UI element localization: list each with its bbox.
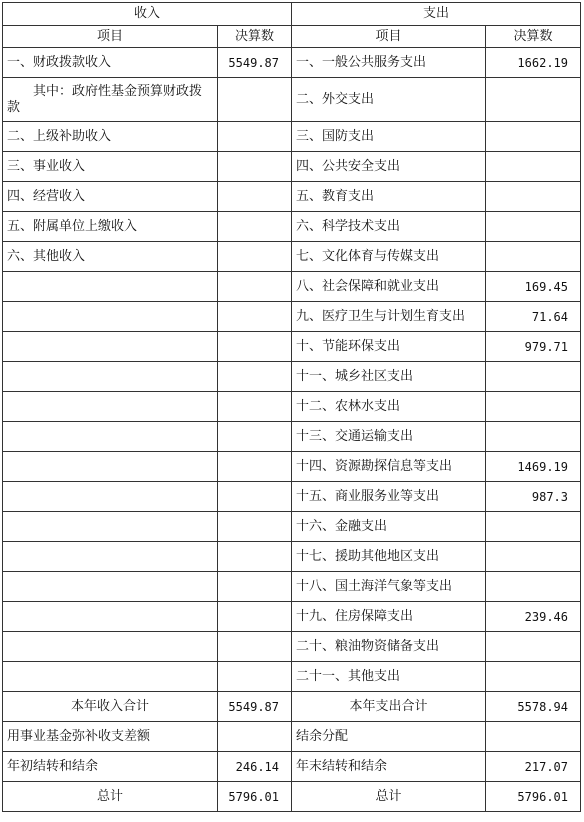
header-row-sections bbox=[3, 3, 581, 26]
cell-expense-value: 5578.94 bbox=[486, 692, 581, 722]
cell-income-value bbox=[218, 362, 292, 392]
table-row bbox=[3, 242, 581, 272]
cell-income-value bbox=[218, 572, 292, 602]
cell-expense-label: 十三、交通运输支出 bbox=[292, 422, 486, 452]
cell-expense-label: 十一、城乡社区支出 bbox=[292, 362, 486, 392]
cell-expense-label: 二十一、其他支出 bbox=[292, 662, 486, 692]
cell-expense-label: 十八、国土海洋气象等支出 bbox=[292, 572, 486, 602]
cell-income-value bbox=[218, 662, 292, 692]
cell-income-label: 六、其他收入 bbox=[3, 242, 218, 272]
cell-expense-value bbox=[486, 182, 581, 212]
cell-income-value bbox=[218, 212, 292, 242]
table-row bbox=[3, 452, 581, 482]
table-row bbox=[3, 152, 581, 182]
table-row bbox=[3, 422, 581, 452]
table-row bbox=[3, 752, 581, 782]
cell-expense-label: 十七、援助其他地区支出 bbox=[292, 542, 486, 572]
cell-expense-value bbox=[486, 78, 581, 122]
table-row bbox=[3, 782, 581, 812]
cell-income-value bbox=[218, 302, 292, 332]
cell-expense-value bbox=[486, 542, 581, 572]
cell-income-label: 本年收入合计 bbox=[3, 692, 218, 722]
cell-expense-label: 十九、住房保障支出 bbox=[292, 602, 486, 632]
cell-expense-label: 年末结转和结余 bbox=[292, 752, 486, 782]
cell-income-value bbox=[218, 452, 292, 482]
cell-income-label bbox=[3, 572, 218, 602]
cell-income-value bbox=[218, 182, 292, 212]
table-row bbox=[3, 632, 581, 662]
cell-income-label bbox=[3, 542, 218, 572]
cell-expense-label: 十四、资源勘探信息等支出 bbox=[292, 452, 486, 482]
table-row bbox=[3, 272, 581, 302]
cell-income-label: 用事业基金弥补收支差额 bbox=[3, 722, 218, 752]
cell-income-value bbox=[218, 542, 292, 572]
cell-expense-label: 三、国防支出 bbox=[292, 122, 486, 152]
cell-income-value bbox=[218, 122, 292, 152]
cell-income-label: 四、经营收入 bbox=[3, 182, 218, 212]
cell-expense-label: 十、节能环保支出 bbox=[292, 332, 486, 362]
table-row bbox=[3, 78, 581, 122]
cell-expense-value: 979.71 bbox=[486, 332, 581, 362]
cell-expense-value bbox=[486, 122, 581, 152]
header-expense-item: 项目 bbox=[292, 26, 486, 48]
table-row bbox=[3, 542, 581, 572]
cell-income-label bbox=[3, 452, 218, 482]
cell-expense-label: 九、医疗卫生与计划生育支出 bbox=[292, 302, 486, 332]
table-row bbox=[3, 602, 581, 632]
cell-income-value bbox=[218, 78, 292, 122]
cell-income-value bbox=[218, 242, 292, 272]
header-row-columns bbox=[3, 26, 581, 48]
cell-income-value bbox=[218, 332, 292, 362]
cell-income-label: 年初结转和结余 bbox=[3, 752, 218, 782]
cell-expense-label: 八、社会保障和就业支出 bbox=[292, 272, 486, 302]
cell-expense-value bbox=[486, 362, 581, 392]
cell-income-value bbox=[218, 482, 292, 512]
cell-expense-value: 71.64 bbox=[486, 302, 581, 332]
cell-income-value bbox=[218, 512, 292, 542]
cell-income-label: 五、附属单位上缴收入 bbox=[3, 212, 218, 242]
header-expense: 支出 bbox=[292, 3, 581, 26]
table-row bbox=[3, 302, 581, 332]
cell-income-label bbox=[3, 662, 218, 692]
cell-expense-value: 1662.19 bbox=[486, 48, 581, 78]
cell-expense-value: 1469.19 bbox=[486, 452, 581, 482]
table-row bbox=[3, 572, 581, 602]
cell-income-label bbox=[3, 422, 218, 452]
table-row bbox=[3, 662, 581, 692]
cell-expense-value: 987.3 bbox=[486, 482, 581, 512]
cell-income-label bbox=[3, 482, 218, 512]
cell-expense-label: 结余分配 bbox=[292, 722, 486, 752]
cell-expense-value bbox=[486, 422, 581, 452]
cell-expense-label: 二、外交支出 bbox=[292, 78, 486, 122]
cell-income-label bbox=[3, 332, 218, 362]
cell-income-label: 三、事业收入 bbox=[3, 152, 218, 182]
cell-income-label bbox=[3, 632, 218, 662]
cell-income-value bbox=[218, 422, 292, 452]
cell-expense-value: 169.45 bbox=[486, 272, 581, 302]
table-row bbox=[3, 332, 581, 362]
cell-income-label: 二、上级补助收入 bbox=[3, 122, 218, 152]
cell-income-value: 5549.87 bbox=[218, 692, 292, 722]
table-row bbox=[3, 482, 581, 512]
cell-expense-value bbox=[486, 722, 581, 752]
cell-expense-label: 七、文化体育与传媒支出 bbox=[292, 242, 486, 272]
table-row bbox=[3, 122, 581, 152]
table-row bbox=[3, 392, 581, 422]
cell-expense-label: 五、教育支出 bbox=[292, 182, 486, 212]
cell-income-value bbox=[218, 722, 292, 752]
cell-income-value: 246.14 bbox=[218, 752, 292, 782]
cell-income-label bbox=[3, 302, 218, 332]
cell-income-label bbox=[3, 272, 218, 302]
cell-expense-label: 十六、金融支出 bbox=[292, 512, 486, 542]
cell-income-label bbox=[3, 362, 218, 392]
cell-income-value bbox=[218, 632, 292, 662]
header-expense-amount: 决算数 bbox=[486, 26, 581, 48]
header-income: 收入 bbox=[3, 3, 292, 26]
cell-income-value bbox=[218, 272, 292, 302]
cell-expense-value bbox=[486, 152, 581, 182]
budget-final-accounts-table bbox=[2, 2, 581, 812]
table-row bbox=[3, 692, 581, 722]
cell-income-label: 其中：政府性基金预算财政拨款 bbox=[3, 78, 218, 122]
cell-expense-label: 本年支出合计 bbox=[292, 692, 486, 722]
cell-expense-label: 十二、农林水支出 bbox=[292, 392, 486, 422]
cell-income-label bbox=[3, 392, 218, 422]
table-row bbox=[3, 212, 581, 242]
cell-income-label: 一、财政拨款收入 bbox=[3, 48, 218, 78]
cell-expense-value bbox=[486, 392, 581, 422]
table-row bbox=[3, 362, 581, 392]
cell-expense-label: 六、科学技术支出 bbox=[292, 212, 486, 242]
table-row bbox=[3, 48, 581, 78]
cell-expense-label: 二十、粮油物资储备支出 bbox=[292, 632, 486, 662]
table-row bbox=[3, 512, 581, 542]
cell-expense-value bbox=[486, 632, 581, 662]
cell-expense-value bbox=[486, 242, 581, 272]
cell-expense-label: 一、一般公共服务支出 bbox=[292, 48, 486, 78]
cell-income-value bbox=[218, 602, 292, 632]
table-row bbox=[3, 182, 581, 212]
cell-expense-value bbox=[486, 572, 581, 602]
cell-expense-label: 总计 bbox=[292, 782, 486, 812]
cell-expense-value bbox=[486, 512, 581, 542]
cell-income-label: 总计 bbox=[3, 782, 218, 812]
cell-income-label bbox=[3, 512, 218, 542]
cell-income-label bbox=[3, 602, 218, 632]
cell-expense-value: 217.07 bbox=[486, 752, 581, 782]
cell-income-value bbox=[218, 392, 292, 422]
cell-income-value: 5796.01 bbox=[218, 782, 292, 812]
cell-expense-value: 5796.01 bbox=[486, 782, 581, 812]
header-income-item: 项目 bbox=[3, 26, 218, 48]
cell-income-value bbox=[218, 152, 292, 182]
header-income-amount: 决算数 bbox=[218, 26, 292, 48]
table-row bbox=[3, 722, 581, 752]
cell-expense-value: 239.46 bbox=[486, 602, 581, 632]
cell-income-value: 5549.87 bbox=[218, 48, 292, 78]
cell-expense-value bbox=[486, 212, 581, 242]
cell-expense-label: 四、公共安全支出 bbox=[292, 152, 486, 182]
cell-expense-label: 十五、商业服务业等支出 bbox=[292, 482, 486, 512]
cell-expense-value bbox=[486, 662, 581, 692]
